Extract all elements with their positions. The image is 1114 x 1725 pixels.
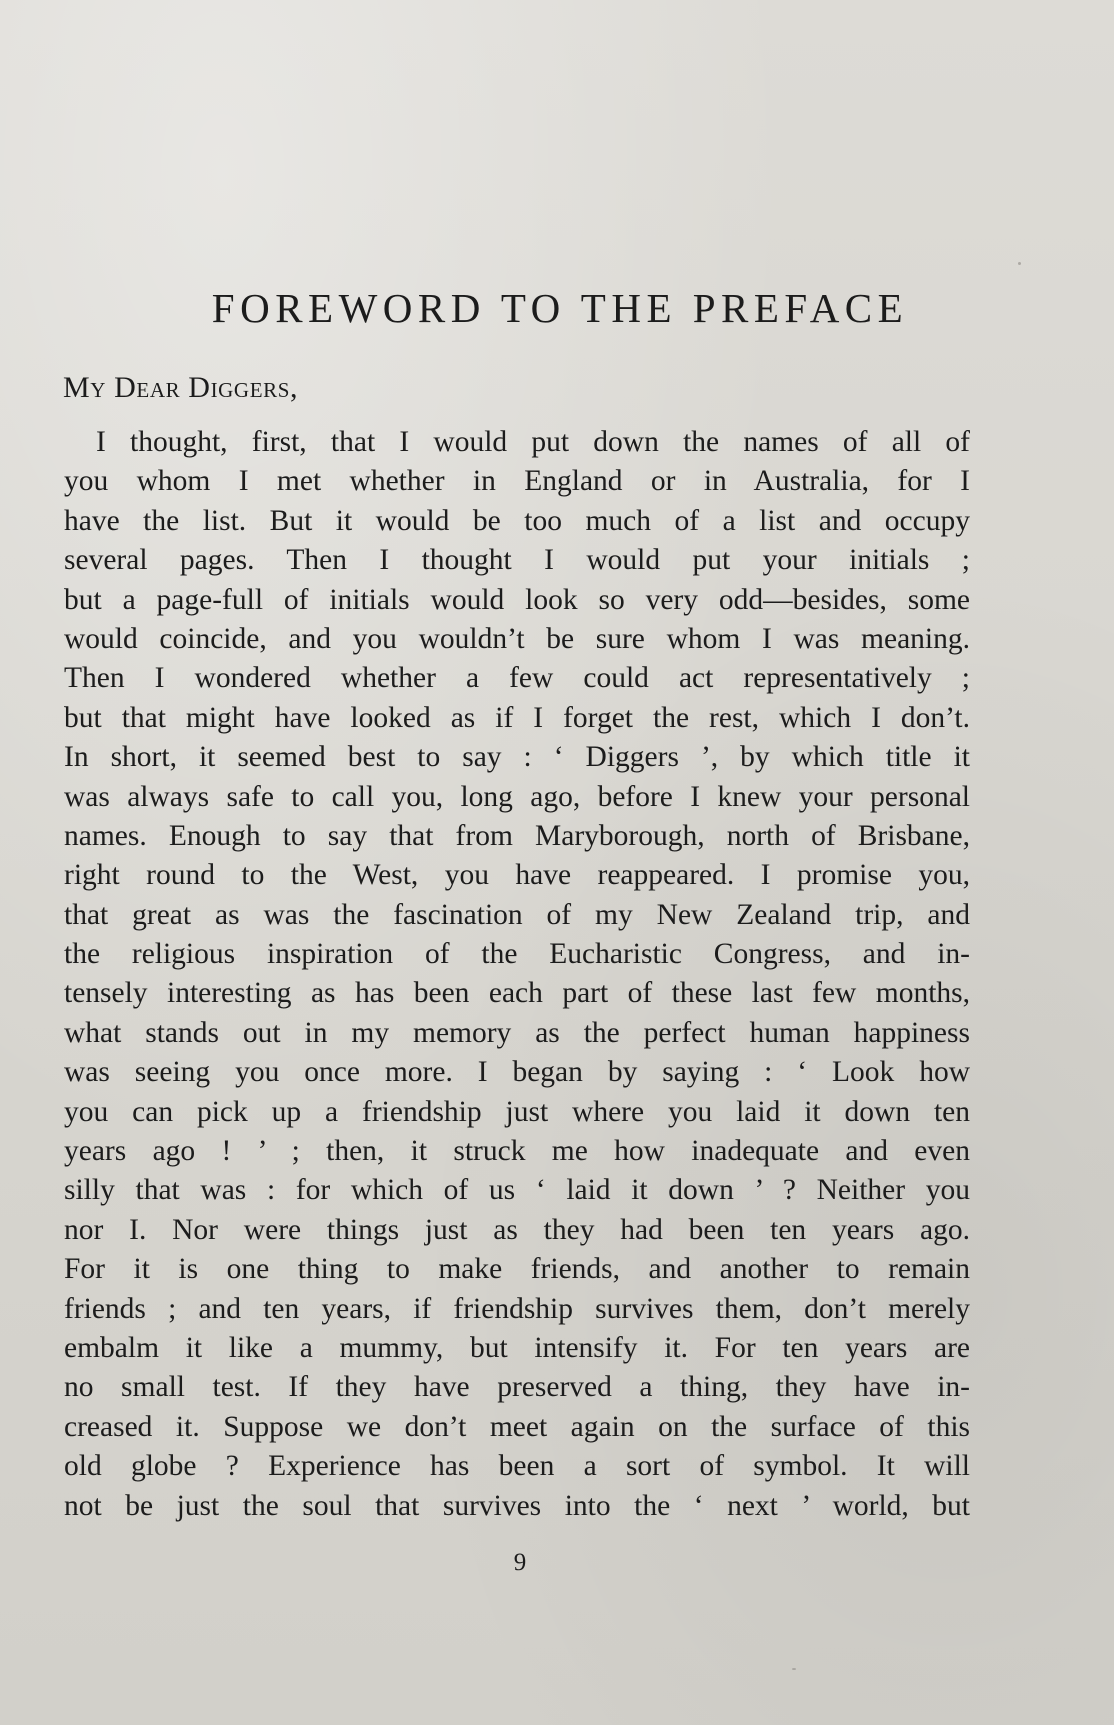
text-line: For it is one thing to make friends, and another to remain	[64, 1253, 970, 1286]
text-line: embalm it like a mummy, but intensify it. For ten years are	[64, 1331, 970, 1364]
text-line: friends ; and ten years, if friendship survives them, don’t merely	[64, 1292, 970, 1325]
text-line: that great as was the fascination of my New Zealand trip, and	[64, 898, 970, 931]
chapter-title: FOREWORD TO THE PREFACE	[211, 285, 909, 331]
text-line: what stands out in my memory as the perfect human happiness	[64, 1016, 970, 1049]
letter-body	[64, 423, 970, 1526]
text-line: but a page-full of initials would look so very odd—besides, some	[64, 583, 970, 616]
text-line: but that might have looked as if I forget the rest, which I don’t.	[64, 701, 970, 734]
text-line: right round to the West, you have reappeared. I promise you,	[64, 859, 970, 892]
text-line: old globe ? Experience has been a sort of symbol. It will	[64, 1450, 970, 1483]
text-line: I thought, first, that I would put down the names of all of	[96, 426, 970, 458]
text-line: no small test. If they have preserved a thing, they have in-	[64, 1371, 970, 1404]
text-line: you can pick up a friendship just where you laid it down ten	[64, 1095, 970, 1128]
text-line: not be just the soul that survives into the ‘ next ’ world, but	[64, 1489, 970, 1522]
text-line: was always safe to call you, long ago, before I knew your personal	[64, 780, 970, 813]
text-line: would coincide, and you wouldn’t be sure whom I was meaning.	[64, 622, 970, 655]
text-line: you whom I met whether in England or in Australia, for I	[64, 465, 970, 498]
text-line: creased it. Suppose we don’t meet again on the surface of this	[64, 1410, 970, 1443]
text-line: names. Enough to say that from Maryborough, north of Brisbane,	[64, 819, 970, 852]
text-line: In short, it seemed best to say : ‘ Diggers ’, by which title it	[64, 741, 970, 774]
text-line: was seeing you once more. I began by saying : ‘ Look how	[64, 1056, 970, 1089]
text-line: years ago ! ’ ; then, it struck me how inadequate and even	[64, 1135, 970, 1168]
paper-speck	[792, 1668, 796, 1670]
text-line: nor I. Nor were things just as they had been ten years ago.	[64, 1213, 970, 1246]
text-line: tensely interesting as has been each part of these last few months,	[64, 977, 970, 1010]
text-line: Then I wondered whether a few could act representatively ;	[64, 662, 970, 695]
text-line: the religious inspiration of the Eucharistic Congress, and in-	[64, 938, 970, 971]
text-line: have the list. But it would be too much of a list and occupy	[64, 504, 970, 537]
page-number: 9	[513, 1549, 527, 1576]
text-line: several pages. Then I thought I would put your initials ;	[64, 544, 970, 577]
paper-speck	[1018, 262, 1021, 265]
salutation: My Dear Diggers,	[63, 371, 299, 404]
text-line: silly that was : for which of us ‘ laid it down ’ ? Neither you	[64, 1174, 970, 1207]
